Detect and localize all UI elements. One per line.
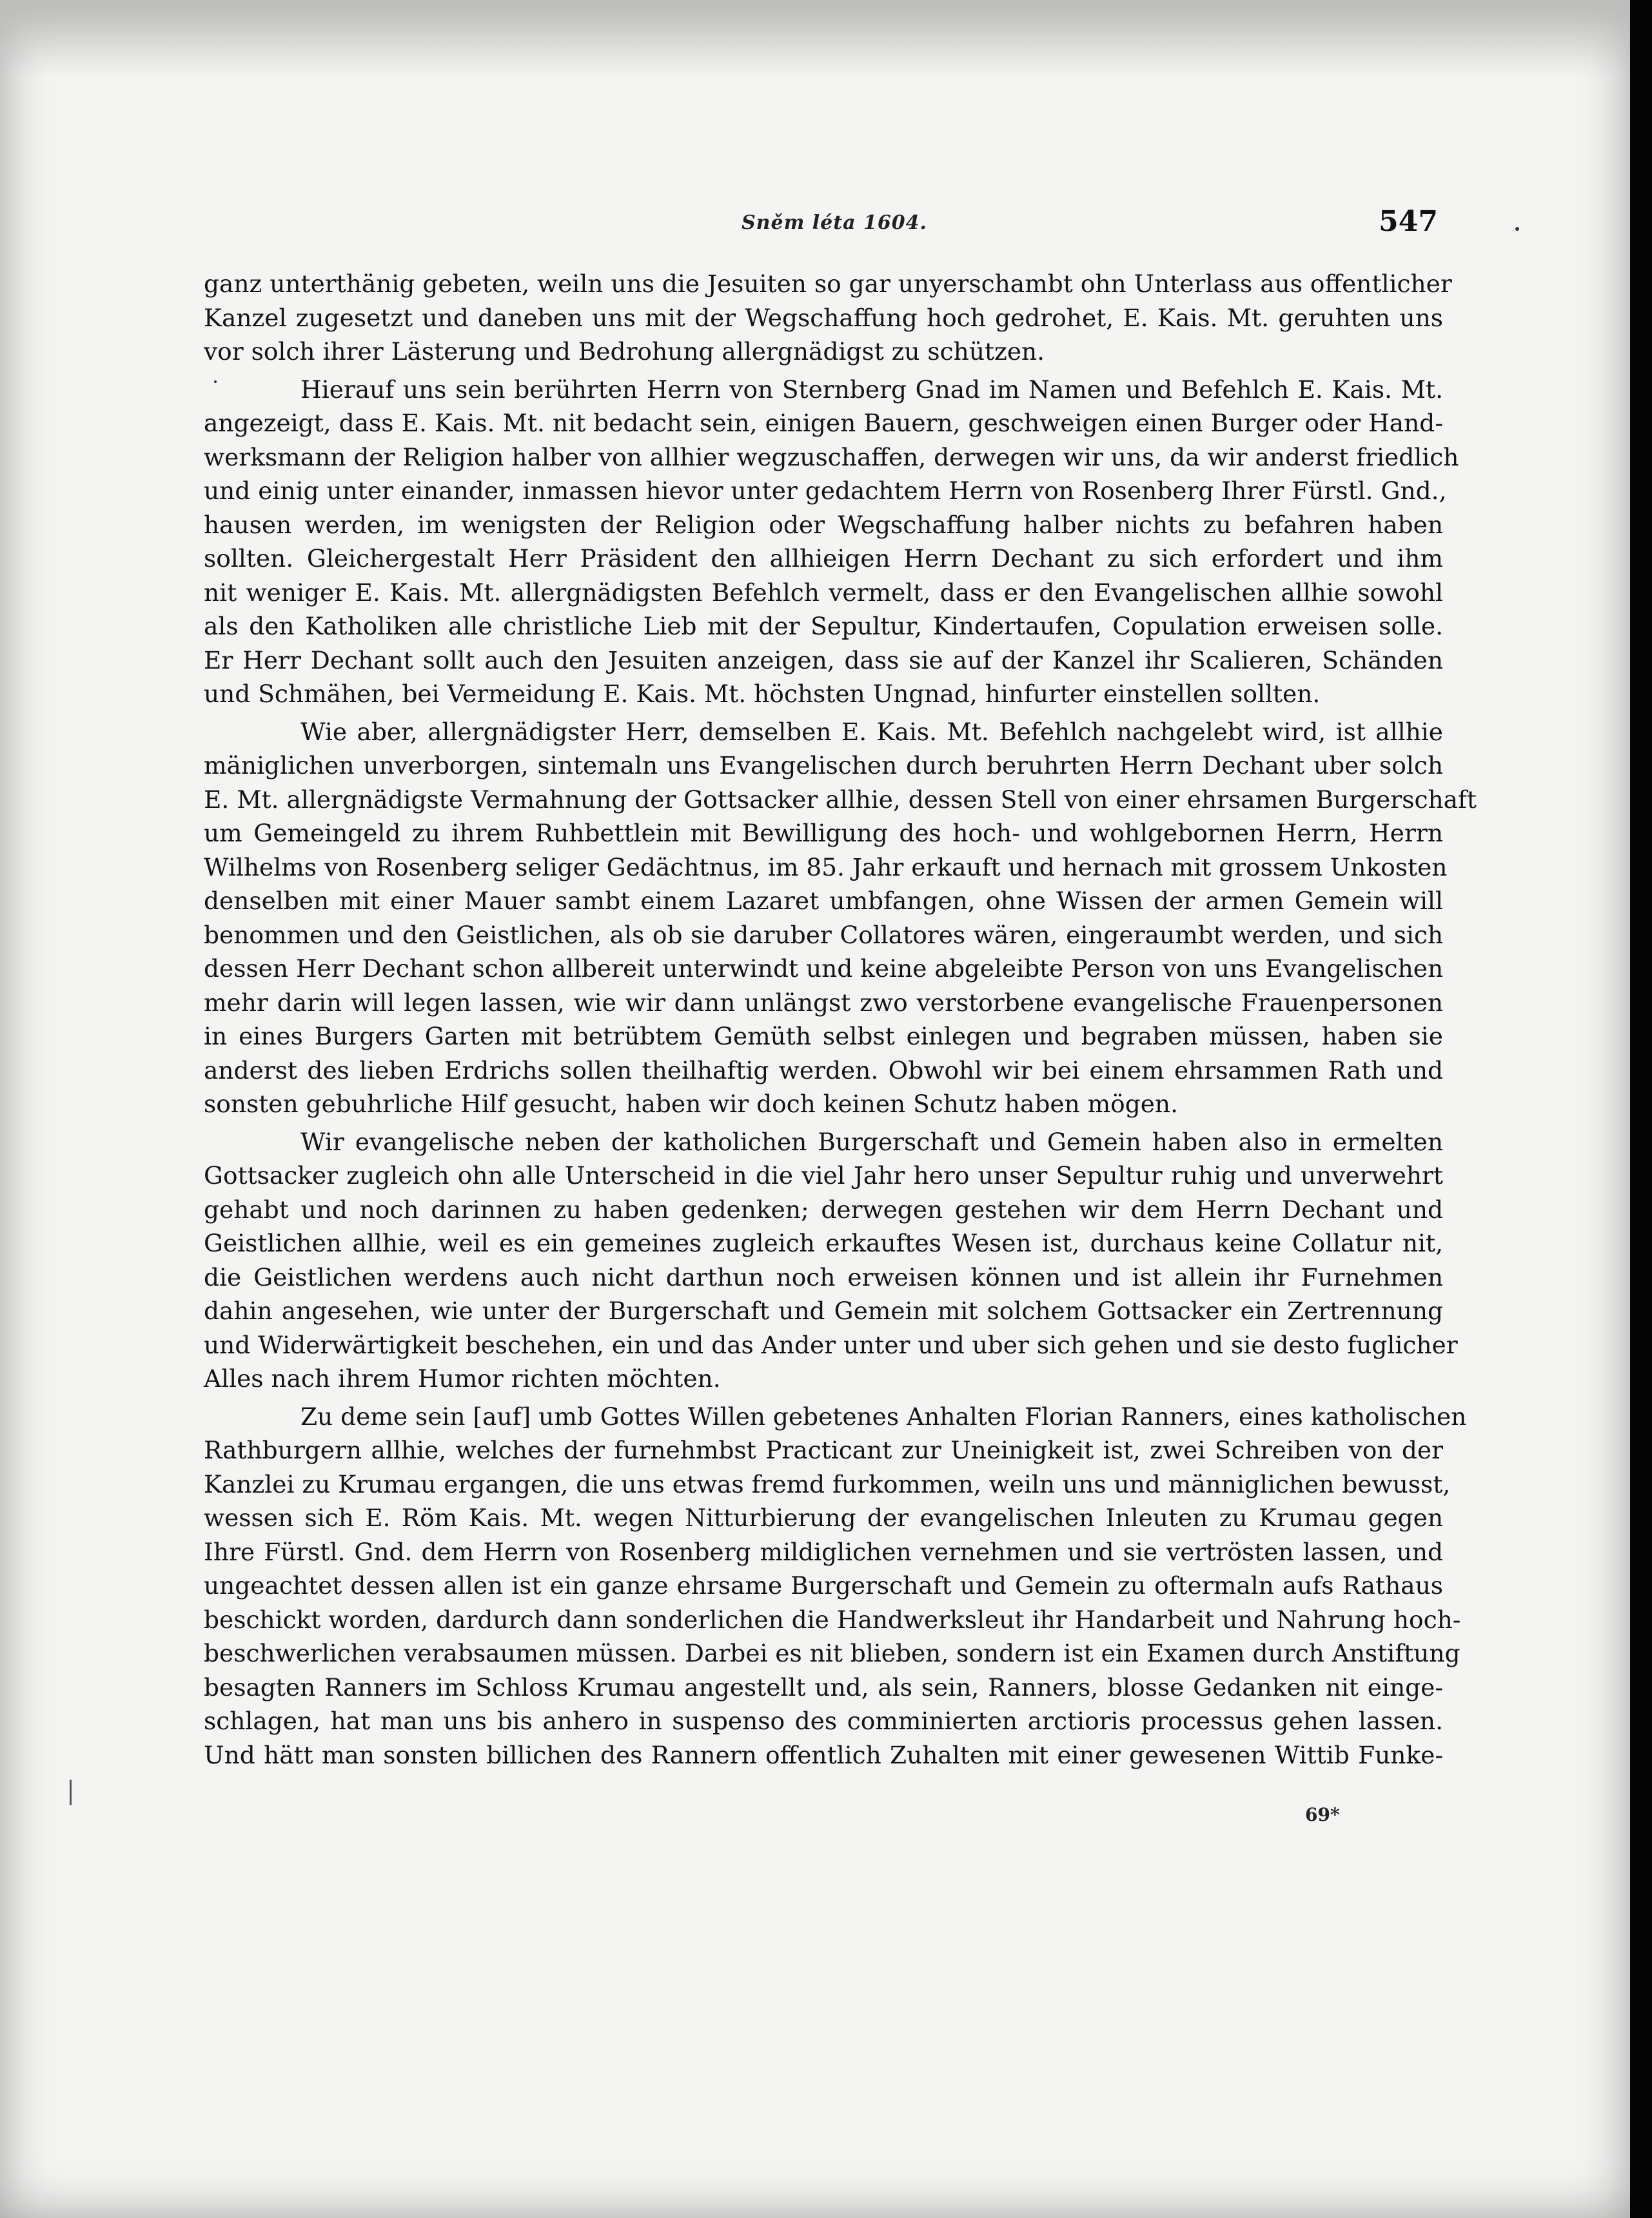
text-line: dahin angesehen, wie unter der Burgerschaft und Gemein mit solchem Gottsacker ein Zertrennung: [204, 1297, 1443, 1325]
text-line: Zu deme sein [auf] umb Gottes Willen gebetenes Anhalten Florian Ranners, eines katholischen: [300, 1402, 1467, 1431]
page-number: 547: [1379, 205, 1438, 238]
text-line: werksmann der Religion halber von allhier wegzuschaffen, derwegen wir uns, da wir anderst friedlich: [204, 442, 1459, 471]
text-line: angezeigt, dass E. Kais. Mt. nit bedacht sein, einigen Bauern, geschweigen einen Burger oder Hand-: [204, 409, 1443, 437]
paragraph-1: [204, 267, 1452, 369]
text-line: als den Katholiken alle christliche Lieb mit der Sepultur, Kindertaufen, Copulation erweisen solle.: [204, 612, 1443, 640]
text-line: Er Herr Dechant sollt auch den Jesuiten anzeigen, dass sie auf der Kanzel ihr Scalieren, Schänden: [204, 645, 1443, 674]
text-line: gehabt und noch darinnen zu haben gedenken; derwegen gestehen wir dem Herrn Dechant und: [204, 1195, 1443, 1224]
text-line: Rathburgern allhie, welches der furnehmbst Practicant zur Uneinigkeit ist, zwei Schreiben von der: [204, 1436, 1443, 1464]
text-line: in eines Burgers Garten mit betrübtem Gemüth selbst einlegen und begraben müssen, haben sie: [204, 1022, 1443, 1050]
text-line: mehr darin will legen lassen, wie wir dann unlängst zwo verstorbene evangelische Frauenpersonen: [204, 988, 1443, 1017]
text-line: besagten Ranners im Schloss Krumau angestellt und, als sein, Ranners, blosse Gedanken nit einge-: [204, 1673, 1443, 1702]
text-line: beschwerlichen verabsaumen müssen. Darbei es nit blieben, sondern ist ein Examen durch Anstiftung: [204, 1639, 1460, 1667]
running-head: Sněm léta 1604.: [742, 211, 927, 234]
text-line: Ihre Fürstl. Gnd. dem Herrn von Rosenberg mildiglichen vernehmen und sie vertrösten lassen, und: [204, 1537, 1443, 1566]
paragraph-4: [204, 1125, 1458, 1396]
text-line: E. Mt. allergnädigste Vermahnung der Gottsacker allhie, dessen Stell von einer ehrsamen Burgerschaft: [204, 785, 1477, 814]
text-line: mäniglichen unverborgen, sintemaln uns Evangelischen durch beruhrten Herrn Dechant uber solch: [204, 751, 1443, 780]
text-line: schlagen, hat man uns bis anhero in suspenso des comminierten arctioris processus gehen lassen.: [204, 1707, 1443, 1735]
footnote-mark: 69*: [1305, 1804, 1340, 1825]
text-line: beschickt worden, dardurch dann sonderlichen die Handwerksleut ihr Handarbeit und Nahrung hoch-: [204, 1605, 1461, 1634]
text-line: Gottsacker zugleich ohn alle Unterscheid in die viel Jahr hero unser Sepultur ruhig und unverwehrt: [204, 1161, 1443, 1190]
text-line: sollten. Gleichergestalt Herr Präsident den allhieigen Herrn Dechant zu sich erfordert und ihm: [204, 544, 1443, 573]
text-line: Geistlichen allhie, weil es ein gemeines zugleich erkauftes Wesen ist, durchaus keine Collatur nit,: [204, 1229, 1443, 1257]
text-line: Wilhelms von Rosenberg seliger Gedächtnus, im 85. Jahr erkauft und hernach mit grossem Unkosten: [204, 852, 1448, 881]
text-line: Und hätt man sonsten billichen des Rannern offentlich Zuhalten mit einer gewesenen Wittib Funke-: [204, 1740, 1443, 1769]
text-line: ungeachtet dessen allen ist ein ganze ehrsame Burgerschaft und Gemein zu oftermaln aufs Rathaus: [204, 1571, 1443, 1600]
text-line: ganz unterthänig gebeten, weiln uns die Jesuiten so gar unyerschambt ohn Unterlass aus offentlicher: [204, 270, 1452, 298]
text-line: und einig unter einander, inmassen hievor unter gedachtem Herrn von Rosenberg Ihrer Fürstl. Gnd.,: [204, 476, 1447, 505]
scan-speck: [214, 380, 217, 383]
text-line: und Widerwärtigkeit beschehen, ein und das Ander unter und uber sich gehen und sie desto fuglicher: [204, 1330, 1458, 1359]
page-header: [206, 205, 1438, 244]
text-line: und Schmähen, bei Vermeidung E. Kais. Mt. höchsten Ungnad, hinfurter einstellen sollten.: [204, 680, 1321, 708]
text-line: Wir evangelische neben der katholichen Burgerschaft und Gemein haben also in ermelten: [300, 1127, 1443, 1156]
text-line: hausen werden, im wenigsten der Religion oder Wegschaffung halber nichts zu befahren haben: [204, 510, 1443, 539]
scan-speck: [70, 1780, 72, 1805]
text-line: vor solch ihrer Lästerung und Bedrohung allergnädigst zu schützen.: [204, 337, 1045, 366]
text-line: sonsten gebuhrliche Hilf gesucht, haben wir doch keinen Schutz haben mögen.: [204, 1090, 1179, 1118]
text-line: um Gemeingeld zu ihrem Ruhbettlein mit Bewilligung des hoch- und wohlgebornen Herrn, Herrn: [204, 819, 1443, 847]
paragraph-2: [204, 373, 1459, 711]
text-line: Alles nach ihrem Humor richten möchten.: [204, 1364, 721, 1393]
text-line: dessen Herr Dechant schon allbereit unterwindt und keine abgeleibte Person von uns Evangelischen: [204, 954, 1444, 983]
paragraph-5: [204, 1400, 1467, 1772]
scan-border: [1630, 0, 1652, 2218]
text-line: benommen und den Geistlichen, als ob sie daruber Collatores wären, eingeraumbt werden, und sich: [204, 920, 1443, 949]
scan-shadow: [0, 0, 1630, 77]
text-line: wessen sich E. Röm Kais. Mt. wegen Nitturbierung der evangelischen Inleuten zu Krumau gegen: [204, 1504, 1443, 1532]
scan-speck: [1515, 227, 1519, 231]
paragraph-3: [204, 715, 1477, 1121]
text-line: anderst des lieben Erdrichs sollen theilhaftig werden. Obwohl wir bei einem ehrsammen Rath und: [204, 1055, 1443, 1084]
text-line: Kanzlei zu Krumau ergangen, die uns etwas fremd furkommen, weiln uns und männiglichen bewusst,: [204, 1469, 1451, 1498]
text-line: die Geistlichen werdens auch nicht darthun noch erweisen können und ist allein ihr Furnehmen: [204, 1262, 1443, 1291]
text-line: Wie aber, allergnädigster Herr, demselben E. Kais. Mt. Befehlch nachgelebt wird, ist allhie: [300, 717, 1443, 746]
text-line: Hierauf uns sein berührten Herrn von Sternberg Gnad im Namen und Befehlch E. Kais. Mt.: [300, 375, 1443, 404]
body-text: [204, 267, 1477, 1776]
text-line: nit weniger E. Kais. Mt. allergnädigsten Befehlch vermelt, dass er den Evangelischen allhie sowohl: [204, 578, 1443, 607]
text-line: denselben mit einer Mauer sambt einem Lazaret umbfangen, ohne Wissen der armen Gemein will: [204, 887, 1443, 915]
text-line: Kanzel zugesetzt und daneben uns mit der Wegschaffung hoch gedrohet, E. Kais. Mt. geruhten uns: [204, 303, 1443, 332]
